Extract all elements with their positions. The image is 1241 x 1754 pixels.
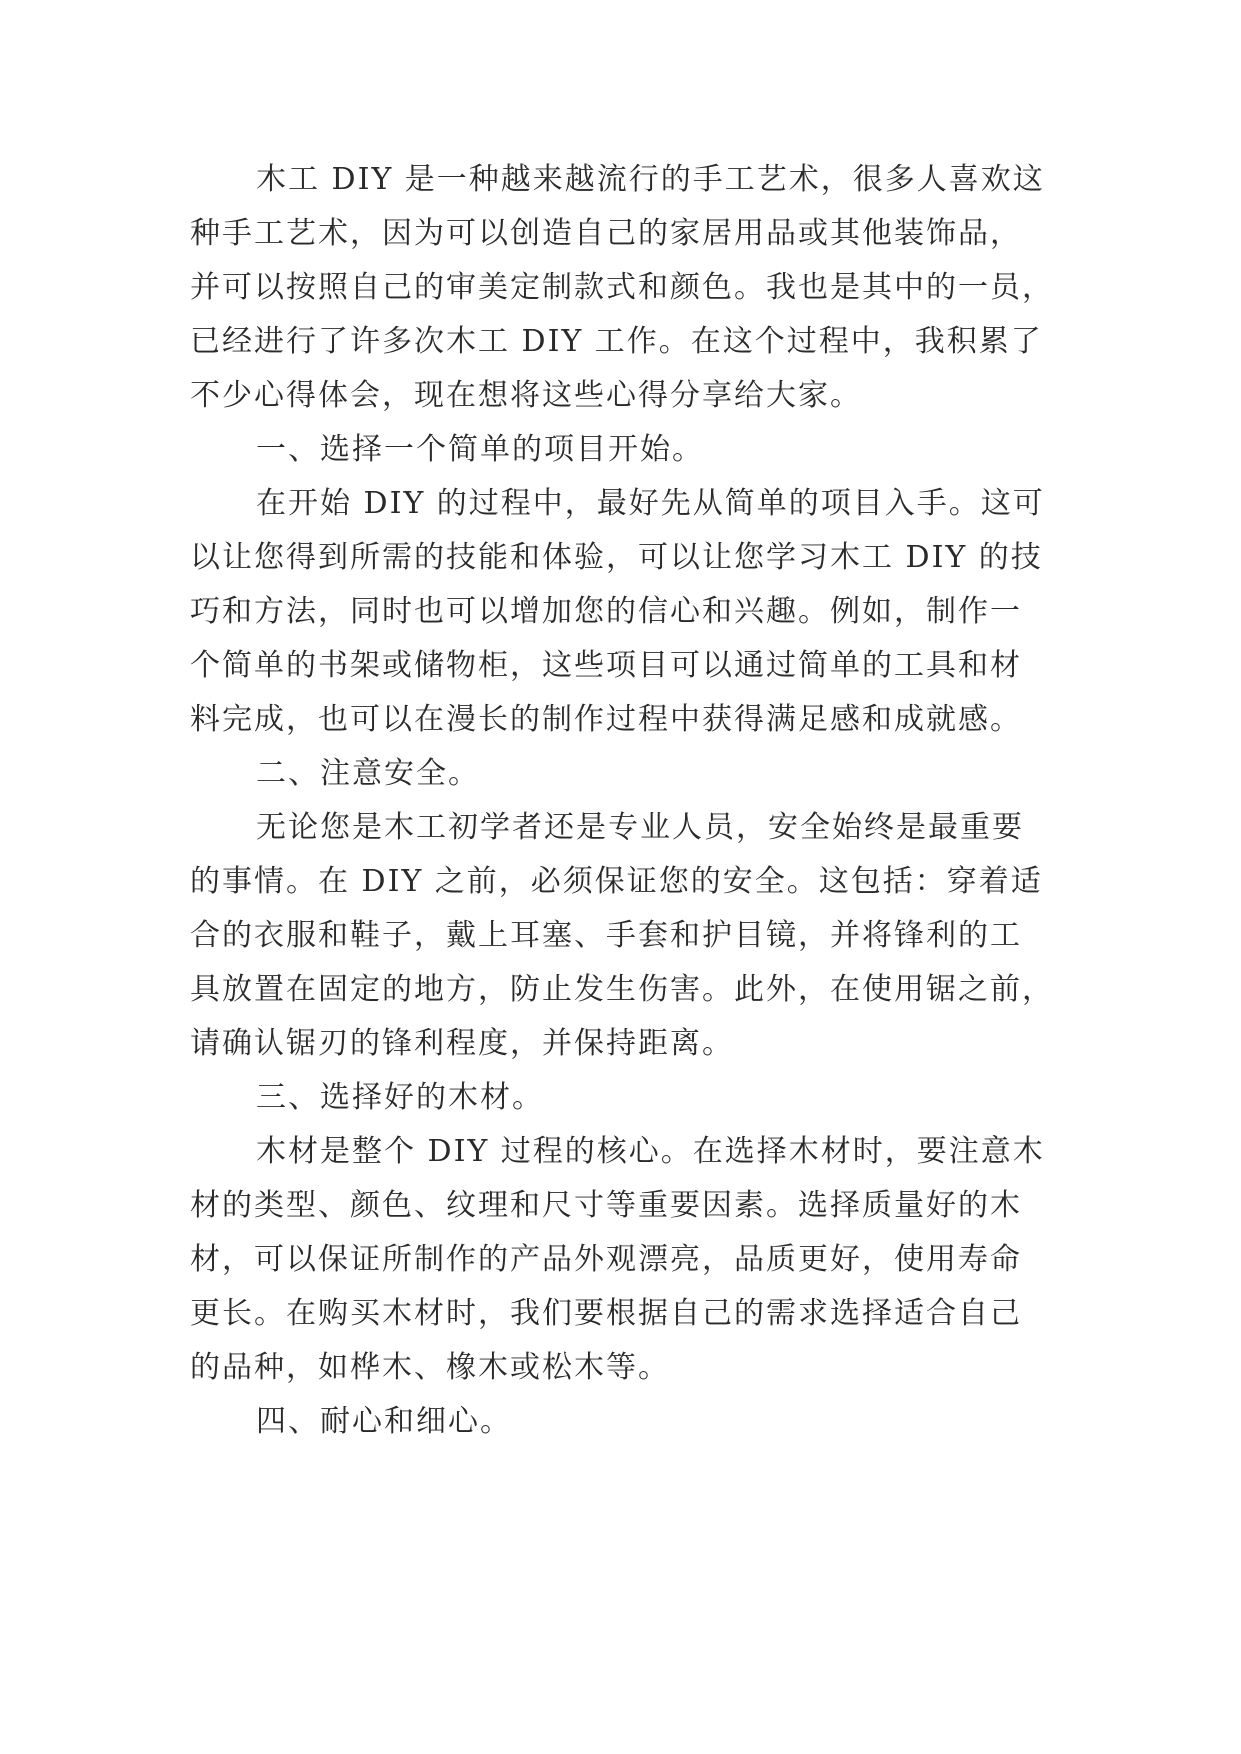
section-heading-4: 四、耐心和细心。 (256, 1404, 512, 1439)
paragraph-section2-line: 合的衣服和鞋子，戴上耳塞、手套和护目镜，并将锋利的工 (190, 918, 1022, 953)
section-heading-3: 三、选择好的木材。 (256, 1080, 544, 1115)
paragraph-section3-line: 材的类型、颜色、纹理和尺寸等重要因素。选择质量好的木 (190, 1188, 1022, 1223)
paragraph-section1-line: 个简单的书架或储物柜，这些项目可以通过简单的工具和材 (190, 648, 1022, 683)
paragraph-intro-line: 并可以按照自己的审美定制款式和颜色。我也是其中的一员， (190, 270, 1054, 305)
paragraph-section3-line: 的品种，如桦木、橡木或松木等。 (190, 1350, 670, 1385)
paragraph-intro-line: 已经进行了许多次木工 DIY 工作。在这个过程中，我积累了 (190, 324, 1043, 359)
paragraph-section2-line: 的事情。在 DIY 之前，必须保证您的安全。这包括：穿着适 (190, 864, 1043, 899)
paragraph-intro-line: 种手工艺术，因为可以创造自己的家居用品或其他装饰品， (190, 216, 1022, 251)
paragraph-section3-line: 材，可以保证所制作的产品外观漂亮，品质更好，使用寿命 (190, 1242, 1022, 1277)
paragraph-section2-line: 请确认锯刃的锋利程度，并保持距离。 (190, 1026, 734, 1061)
paragraph-section1-line: 在开始 DIY 的过程中，最好先从简单的项目入手。这可 (256, 486, 1045, 521)
section-heading-2: 二、注意安全。 (256, 756, 480, 791)
section-heading-1: 一、选择一个简单的项目开始。 (256, 432, 704, 467)
paragraph-intro-line: 不少心得体会，现在想将这些心得分享给大家。 (190, 378, 862, 413)
paragraph-section3-line: 木材是整个 DIY 过程的核心。在选择木材时，要注意木 (256, 1134, 1045, 1169)
paragraph-section2-line: 具放置在固定的地方，防止发生伤害。此外，在使用锯之前， (190, 972, 1054, 1007)
paragraph-intro-line: 木工 DIY 是一种越来越流行的手工艺术，很多人喜欢这 (256, 162, 1045, 197)
paragraph-section1-line: 料完成，也可以在漫长的制作过程中获得满足感和成就感。 (190, 702, 1022, 737)
paragraph-section3-line: 更长。在购买木材时，我们要根据自己的需求选择适合自己 (190, 1296, 1022, 1331)
paragraph-section1-line: 巧和方法，同时也可以增加您的信心和兴趣。例如，制作一 (190, 594, 1022, 629)
paragraph-section1-line: 以让您得到所需的技能和体验，可以让您学习木工 DIY 的技 (190, 540, 1043, 575)
paragraph-section2-line: 无论您是木工初学者还是专业人员，安全始终是最重要 (256, 810, 1024, 845)
